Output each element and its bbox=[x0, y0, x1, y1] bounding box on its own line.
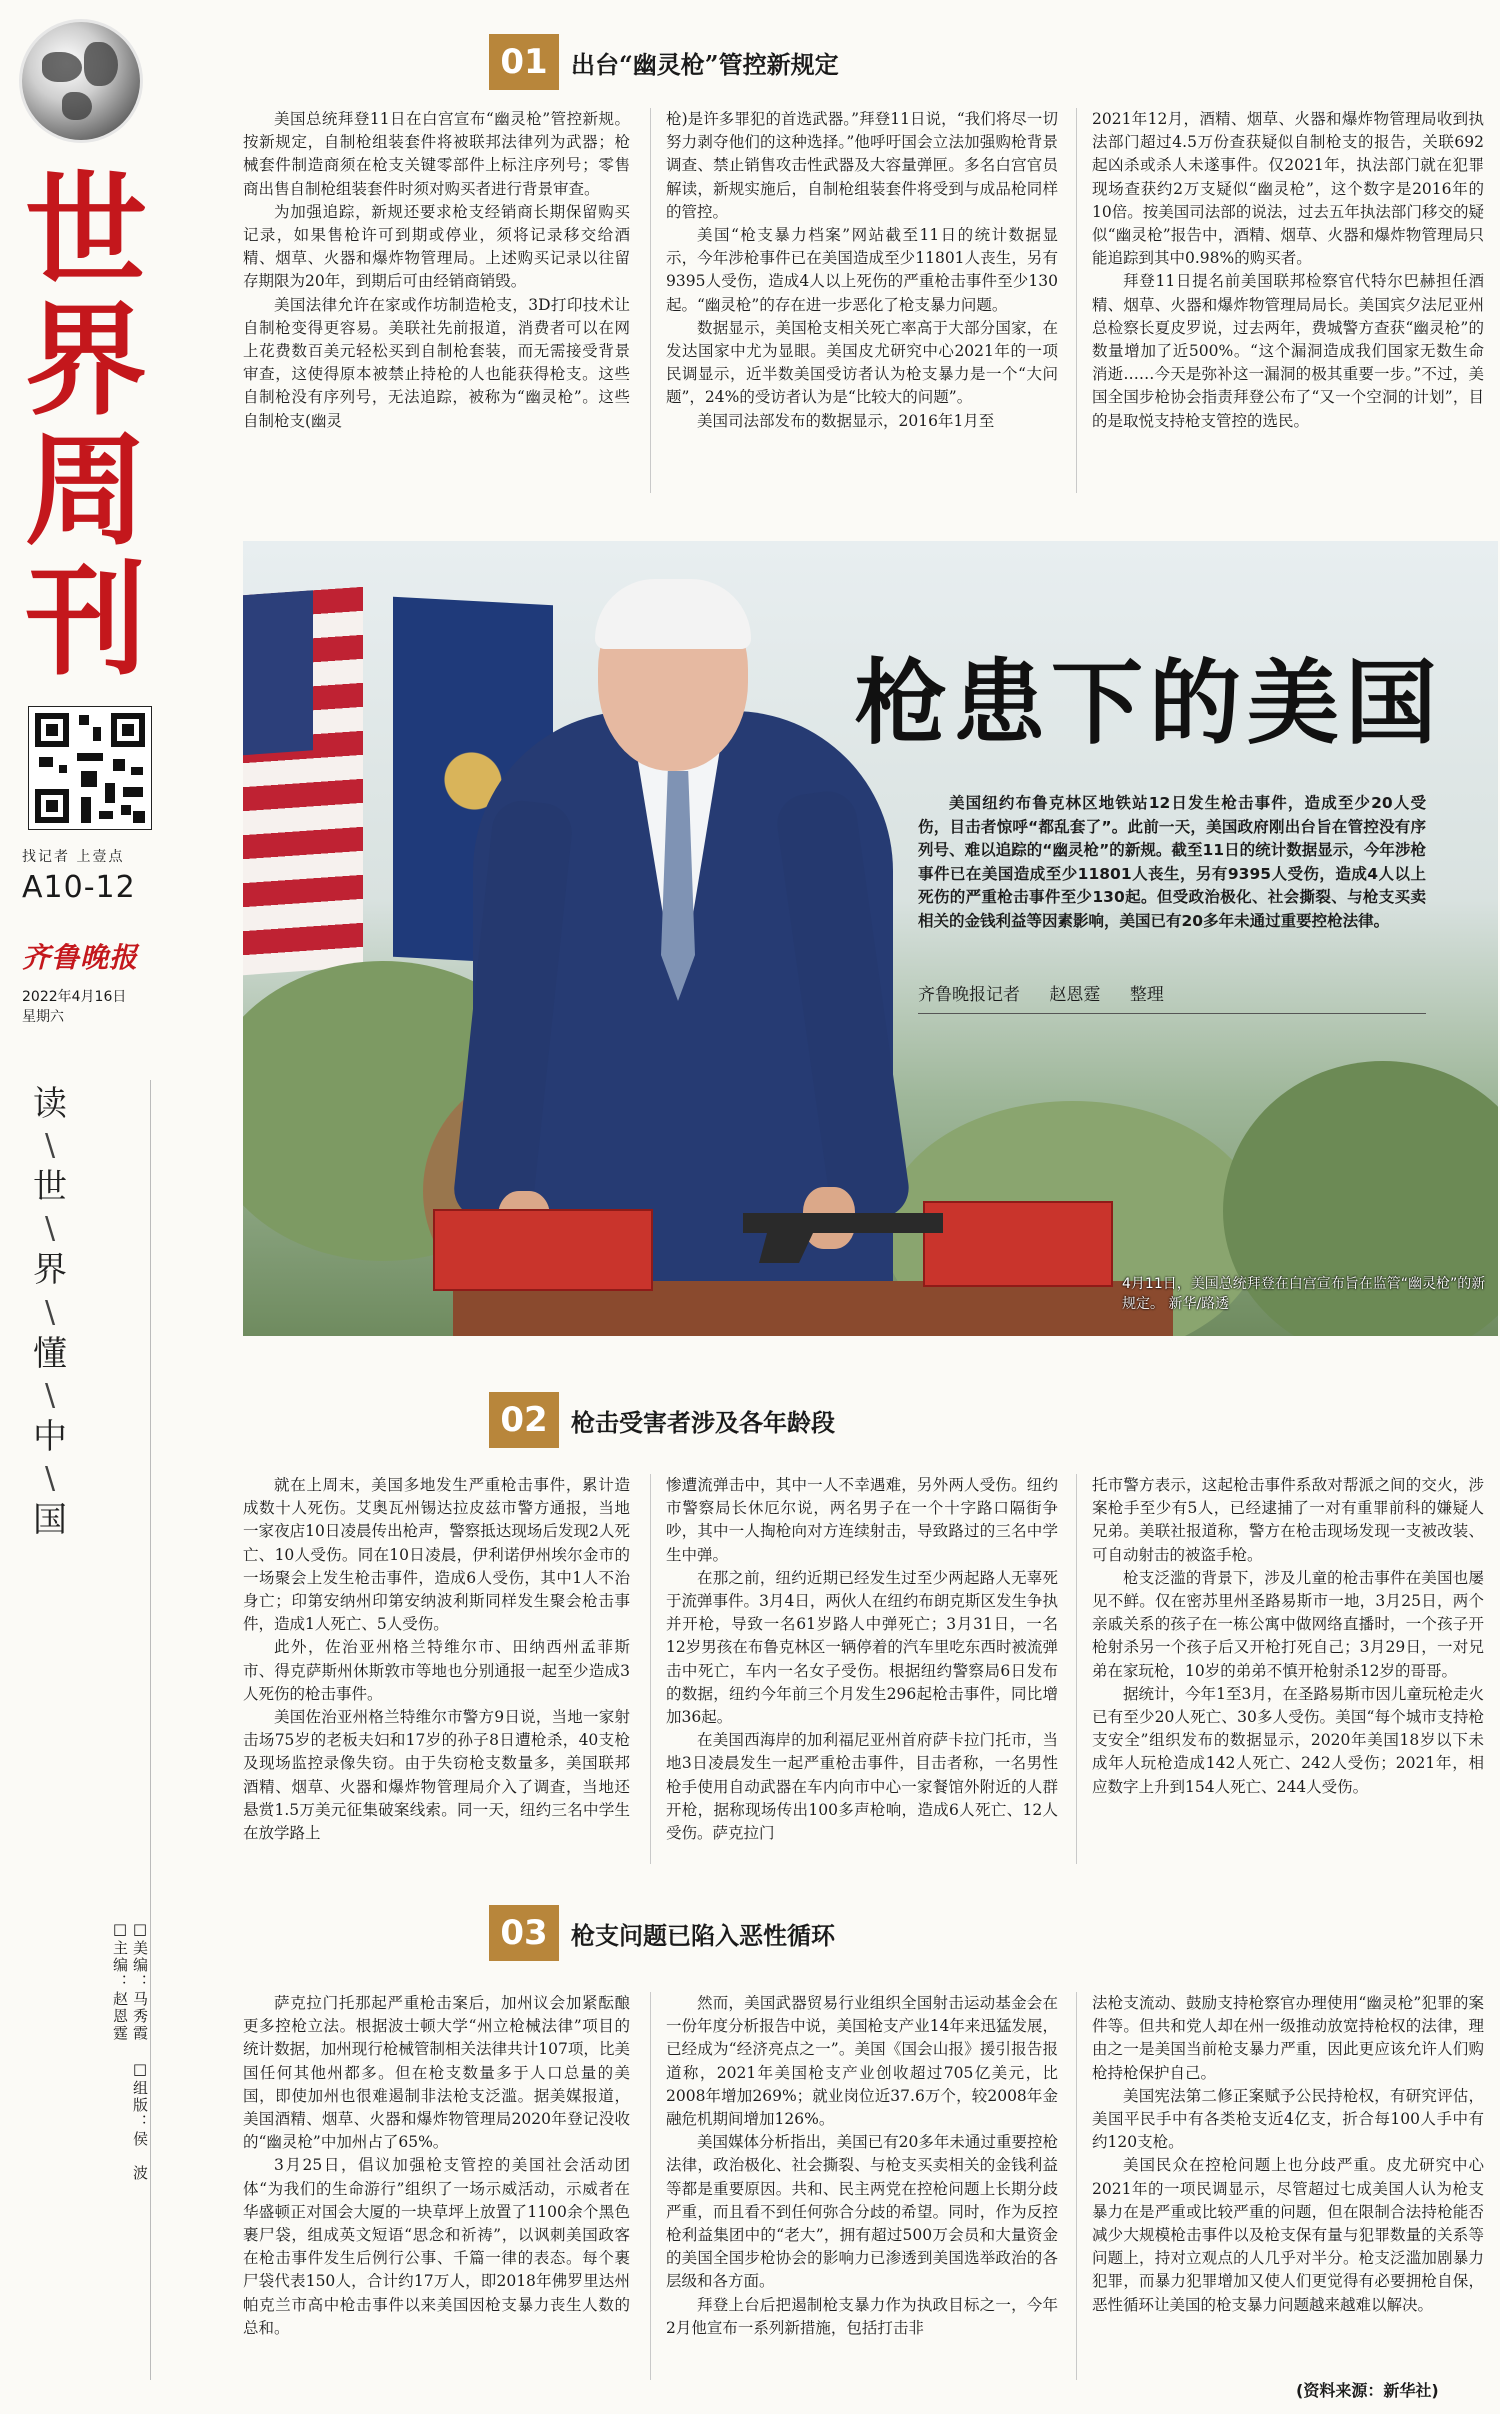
paragraph: 美国“枪支暴力档案”网站截至11日的统计数据显示，今年涉枪事件已在美国造成至少11801人丧生，另有9395人受伤，造成4人以上死伤的严重枪击事件至少130起。“幽灵枪”的存在进一步恶化了枪支暴力问题。 bbox=[666, 226, 1058, 314]
feature-headline: 枪患下的美国 bbox=[855, 649, 1444, 757]
slogan-char: 国 bbox=[33, 1499, 67, 1540]
credit-chief-editor: □主编：赵恩霆 bbox=[111, 1920, 129, 2042]
masthead-title-char-3: 周 bbox=[25, 420, 143, 562]
gun-kit-box bbox=[433, 1209, 653, 1291]
section-title: 出台“幽灵枪”管控新规定 bbox=[571, 49, 839, 79]
feature-lead: 美国纽约布鲁克林区地铁站12日发生枪击事件，造成至少20人受伤，目击者惊呼“都乱套了”。此前一天，美国政府刚出台旨在管控没有序列号、难以追踪的“幽灵枪”的新规。截至11日的统计数据显示，今年涉枪事件已在美国造成至少11801人丧生，另有9395人受伤，造成4人以上死伤的严重枪击事件至少130起。但受政治极化、社会撕裂、与枪支买卖相关的金钱利益等因素影响，美国已有20多年未通过重要控枪法律。 bbox=[918, 794, 1426, 930]
paragraph: 拜登11日提名前美国联邦检察官代特尔巴赫担任酒精、烟草、火器和爆炸物管理局局长。美国宾夕法尼亚州总检察长夏皮罗说，过去两年，费城警方查获“幽灵枪”的数量增加了近500%。“这个漏洞造成我们国家无数生命消逝……今天是弥补这一漏洞的极其重要一步。”不过，美国全国步枪协会指责拜登公布了“又一个空洞的计划”，目的是取悦支持枪支管控的选民。 bbox=[1092, 272, 1484, 430]
paragraph: 在那之前，纽约近期已经发生过至少两起路人无辜死于流弹事件。3月4日，两伙人在纽约布朗克斯区发生争执并开枪，导致一名61岁路人中弹死亡；3月31日，一名12岁男孩在布鲁克林区一辆停着的汽车里吃东西时被流弹击中死亡，车内一名女子受伤。根据纽约警察局6日发布的数据，纽约今年前三个月发生296起枪击事件，同比增加36起。 bbox=[666, 1568, 1058, 1727]
masthead-title-char-1: 世 bbox=[25, 160, 143, 302]
paragraph: 托市警方表示，这起枪击事件系敌对帮派之间的交火，涉案枪手至少有5人，已经逮捕了一对有重罪前科的嫌疑人兄弟。美联社报道称，警方在枪击现场发现一支被改装、可自动射击的被盗手枪。 bbox=[1092, 1476, 1484, 1564]
paragraph: 为加强追踪，新规还要求枪支经销商长期保留购买记录，如果售枪许可到期或停业，须将记录移交给酒精、烟草、火器和爆炸物管理局。上述购买记录以往留存期限为20年，到期后可由经销商销毁。 bbox=[243, 202, 630, 291]
paragraph: 此外，佐治亚州格兰特维尔市、田纳西州孟菲斯市、得克萨斯州休斯敦市等地也分别通报一起至少造成3人死伤的枪击事件。 bbox=[243, 1638, 630, 1703]
s3-column-1 bbox=[243, 1992, 630, 2384]
paragraph: 在美国西海岸的加利福尼亚州首府萨卡拉门托市，当地3日凌晨发生一起严重枪击事件，目击者称，一名男性枪手使用自动武器在车内向市中心一家餐馆外附近的人群开枪，据称现场传出100多声枪响，造成6人死亡、12人受伤。萨克拉门 bbox=[666, 1731, 1058, 1843]
paper-name-logo: 齐鲁晚报 bbox=[22, 941, 139, 974]
column-rule bbox=[1076, 1474, 1077, 1864]
paragraph: 美国民众在控枪问题上也分歧严重。皮尤研究中心2021年的一项民调显示，尽管超过七成美国人认为枪支暴力在是严重或比较严重的问题，但在限制合法持枪能否减少大规模枪击事件以及枪支保有量与犯罪数量的关系等问题上，持对立观点的人几乎对半分。枪支泛滥加剧暴力犯罪，而暴力犯罪增加又使人们更觉得有必要拥枪自保，恶性循环让美国的枪支暴力问题越来越难以解决。 bbox=[1092, 2156, 1484, 2314]
vertical-slogan bbox=[30, 1082, 70, 1542]
paragraph: 美国媒体分析指出，美国已有20多年未通过重要控枪法律，政治极化、社会撕裂、与枪支买卖相关的金钱利益等都是重要原因。共和、民主两党在控枪问题上长期分歧严重，而且看不到任何弥合分歧的希望。同时，作为反控枪利益集团中的“老大”，拥有超过500万会员和大量资金的美国全国步枪协会的影响力已渗透到美国选举政治的各层级和各方面。 bbox=[666, 2133, 1058, 2291]
slogan-char: 读 bbox=[33, 1084, 67, 1124]
paragraph: 萨克拉门托那起严重枪击案后，加州议会加紧酝酿更多控枪立法。根据波士顿大学“州立枪械法律”项目的统计数据，加州现行枪械管制相关法律共计107项，比美国任何其他州都多。但在枪支数量多于人口总量的美国，即使加州也很难遏制非法枪支泛滥。据美媒报道，美国酒精、烟草、火器和爆炸物管理局2020年登记没收的“幽灵枪”中加州占了65%。 bbox=[243, 1994, 630, 2152]
paragraph: 惨遭流弹击中，其中一人不幸遇难，另外两人受伤。纽约市警察局长休厄尔说，两名男子在一个十字路口隔街争吵，其中一人掏枪向对方连续射击，导致路过的三名中学生中弹。 bbox=[666, 1476, 1058, 1564]
section-number: 02 bbox=[489, 1392, 559, 1448]
paragraph: 美国宪法第二修正案赋予公民持枪权，有研究评估，美国平民手中有各类枪支近4亿支，折合每100人手中有约120支枪。 bbox=[1092, 2086, 1484, 2152]
paragraph: 美国司法部发布的数据显示，2016年1月至 bbox=[697, 411, 995, 430]
paragraph: 数据显示，美国枪支相关死亡率高于大部分国家，在发达国家中尤为显眼。美国皮尤研究中心2021年的一项民调显示，近半数美国受访者认为枪支暴力是一个“大问题”，24%的受访者认为是“比较大的问题”。 bbox=[666, 318, 1058, 407]
paragraph: 然而，美国武器贸易行业组织全国射击运动基金会在一份年度分析报告中说，美国枪支产业14年来迅猛发展，已经成为“经济亮点之一”。美国《国会山报》援引报告报道称，2021年美国枪支产业创收超过705亿美元，比2008年增加269%；就业岗位近37.6万个，较2008年金融危机期间增加126%。 bbox=[666, 1994, 1058, 2129]
s1-column-3 bbox=[1092, 108, 1484, 498]
issue-date: 2022年4月16日 bbox=[22, 989, 127, 1005]
slogan-separator: \ bbox=[44, 1377, 56, 1413]
paragraph: 据统计，今年1至3月，在圣路易斯市因儿童玩枪走火已有至少20人死亡、30多人受伤。美国“每个城市支持枪支安全”组织发布的数据显示，2020年美国18岁以下未成年人玩枪造成142人死亡、242人受伤；2021年，相应数字上升到154人死亡、244人受伤。 bbox=[1092, 1684, 1484, 1796]
column-rule bbox=[650, 1992, 651, 2380]
paragraph: 就在上周末，美国多地发生严重枪击事件，累计造成数十人死伤。艾奥瓦州锡达拉皮兹市警方通报，当地一家夜店10日凌晨传出枪声，警察抵达现场后发现2人死亡、10人受伤。同在10日凌晨，伊利诺伊州埃尔金市的一场聚会上发生枪击事件，造成6人受伤，其中1人不治身亡；印第安纳州印第安纳波利斯同样发生聚会枪击事件，造成1人死亡、5人受伤。 bbox=[243, 1476, 630, 1634]
column-rule bbox=[1076, 108, 1077, 493]
slogan-char: 世 bbox=[33, 1167, 67, 1208]
byline-role: 整理 bbox=[1129, 985, 1164, 1005]
page-range: A10-12 bbox=[22, 870, 136, 905]
paragraph: 2021年12月，酒精、烟草、火器和爆炸物管理局收到执法部门超过4.5万份查获疑似自制枪支的报告，关联692起凶杀或杀人未遂事件。仅2021年，执法部门就在犯罪现场查获约2万支疑似“幽灵枪”，这个数字是2016年的10倍。按美国司法部的说法，过去五年执法部门移交的疑似“幽灵枪”报告中，酒精、烟草、火器和爆炸物管理局只能追踪到其中0.98%的购买者。 bbox=[1092, 110, 1484, 268]
feature-byline bbox=[918, 980, 1426, 1014]
byline-name: 赵恩霆 bbox=[1049, 985, 1101, 1005]
s3-column-2 bbox=[666, 1992, 1058, 2384]
s2-column-3 bbox=[1092, 1474, 1484, 1872]
photo-caption: 4月11日，美国总统拜登在白宫宣布旨在监管“幽灵枪”的新规定。 新华/路透 bbox=[1122, 1276, 1486, 1312]
section-01-header bbox=[489, 30, 839, 94]
s2-column-2 bbox=[666, 1474, 1058, 1872]
credit-art-editor: □美编：马秀霞 bbox=[131, 1920, 149, 2042]
masthead-title-char-4: 刊 bbox=[25, 550, 143, 692]
source-note: (资料来源：新华社) bbox=[1296, 2381, 1439, 2400]
column-rule bbox=[1076, 1992, 1077, 2380]
slogan-char: 界 bbox=[33, 1250, 67, 1291]
qr-code-icon bbox=[28, 706, 152, 830]
globe-logo-icon bbox=[22, 22, 140, 140]
slogan-separator: \ bbox=[44, 1211, 56, 1247]
s1-column-2 bbox=[666, 108, 1058, 498]
us-flag-image bbox=[243, 587, 363, 975]
masthead-divider bbox=[150, 1080, 151, 2380]
section-title: 枪击受害者涉及各年龄段 bbox=[571, 1407, 835, 1437]
paragraph: 美国法律允许在家或作坊制造枪支，3D打印技术让自制枪变得更容易。美联社先前报道，消费者可以在网上花费数百美元轻松买到自制枪套装，而无需接受背景审查，这使得原本被禁止持枪的人也能获得枪支。这些自制枪没有序列号，无法追踪，被称为“幽灵枪”。这些自制枪支(幽灵 bbox=[243, 295, 630, 430]
slogan-char: 中 bbox=[33, 1416, 67, 1457]
s2-column-1 bbox=[243, 1474, 630, 1872]
paragraph: 拜登上台后把遏制枪支暴力作为执政目标之一，今年2月他宣布一系列新措施，包括打击非 bbox=[666, 2295, 1058, 2337]
section-03-header bbox=[489, 1901, 835, 1965]
column-rule bbox=[650, 1474, 651, 1864]
section-number: 01 bbox=[489, 34, 559, 90]
issue-weekday: 星期六 bbox=[22, 1009, 64, 1025]
find-reporter-label: 找记者 上壹点 bbox=[22, 849, 125, 865]
s1-column-1 bbox=[243, 108, 630, 498]
slogan-separator: \ bbox=[44, 1294, 56, 1330]
credit-layout: □组版：侯 波 bbox=[131, 2060, 149, 2182]
byline-paper: 齐鲁晚报记者 bbox=[918, 985, 1020, 1005]
paragraph: 法枪支流动、鼓励支持枪察官办理使用“幽灵枪”犯罪的案件等。但共和党人却在州一级推动放宽持枪权的法律，理由之一是美国当前枪支暴力严重，因此更应该允许人们购枪持枪保护自己。 bbox=[1092, 1994, 1484, 2082]
paragraph: 枪支泛滥的背景下，涉及儿童的枪击事件在美国也屡见不鲜。仅在密苏里州圣路易斯市一地，3月25日，两个亲戚关系的孩子在一栋公寓中做网络直播时，一个孩子开枪射杀另一个孩子后又开枪打死自己；3月29日，一对兄弟在家玩枪，10岁的弟弟不慎开枪射杀12岁的哥哥。 bbox=[1092, 1568, 1484, 1680]
section-title: 枪支问题已陷入恶性循环 bbox=[571, 1920, 835, 1950]
slogan-separator: \ bbox=[44, 1128, 56, 1164]
s3-column-3 bbox=[1092, 1992, 1484, 2372]
paragraph: 枪)是许多罪犯的首选武器。”拜登11日说，“我们将尽一切努力剥夺他们的这种选择。”他呼吁国会立法加强购枪背景调查、禁止销售攻击性武器及大容量弹匣。多名白宫官员解读，新规实施后，自制枪组装套件将受到与成品枪同样的管控。 bbox=[666, 110, 1058, 221]
gun-kit-box bbox=[923, 1201, 1113, 1287]
masthead bbox=[0, 0, 160, 2414]
paragraph: 美国佐治亚州格兰特维尔市警方9日说，当地一家射击场75岁的老板夫妇和17岁的孙子8日遭枪杀，40支枪及现场监控录像失窃。由于失窃枪支数量多，美国联邦酒精、烟草、火器和爆炸物管理局介入了调查，当地还悬赏1.5万美元征集破案线索。同一天，纽约三名中学生在放学路上 bbox=[243, 1708, 630, 1843]
slogan-char: 懂 bbox=[33, 1333, 67, 1374]
column-rule bbox=[650, 108, 651, 493]
slogan-separator: \ bbox=[44, 1460, 56, 1496]
paragraph: 美国总统拜登11日在白宫宣布“幽灵枪”管控新规。按新规定，自制枪组装套件将被联邦法律列为武器；枪械套件制造商须在枪支关键零部件上标注序列号；零售商出售自制枪组装套件时须对购买者进行背景审查。 bbox=[243, 110, 630, 198]
paragraph: 3月25日，倡议加强枪支管控的美国社会活动团体“为我们的生命游行”组织了一场示威活动，示威者在华盛顿正对国会大厦的一块草坪上放置了1100余个黑色裹尸袋，组成英文短语“思念和祈祷”，以讽刺美国政客在枪击事件发生后例行公事、千篇一律的表态。每个裹尸袋代表150人，合计约17万人，即2018年佛罗里达州帕克兰市高中枪击事件以来美国因枪支暴力丧生人数的总和。 bbox=[243, 2156, 630, 2337]
section-number: 03 bbox=[489, 1905, 559, 1961]
editor-credits bbox=[108, 1920, 149, 2220]
masthead-title-char-2: 界 bbox=[25, 290, 143, 432]
section-02-header bbox=[489, 1388, 835, 1452]
